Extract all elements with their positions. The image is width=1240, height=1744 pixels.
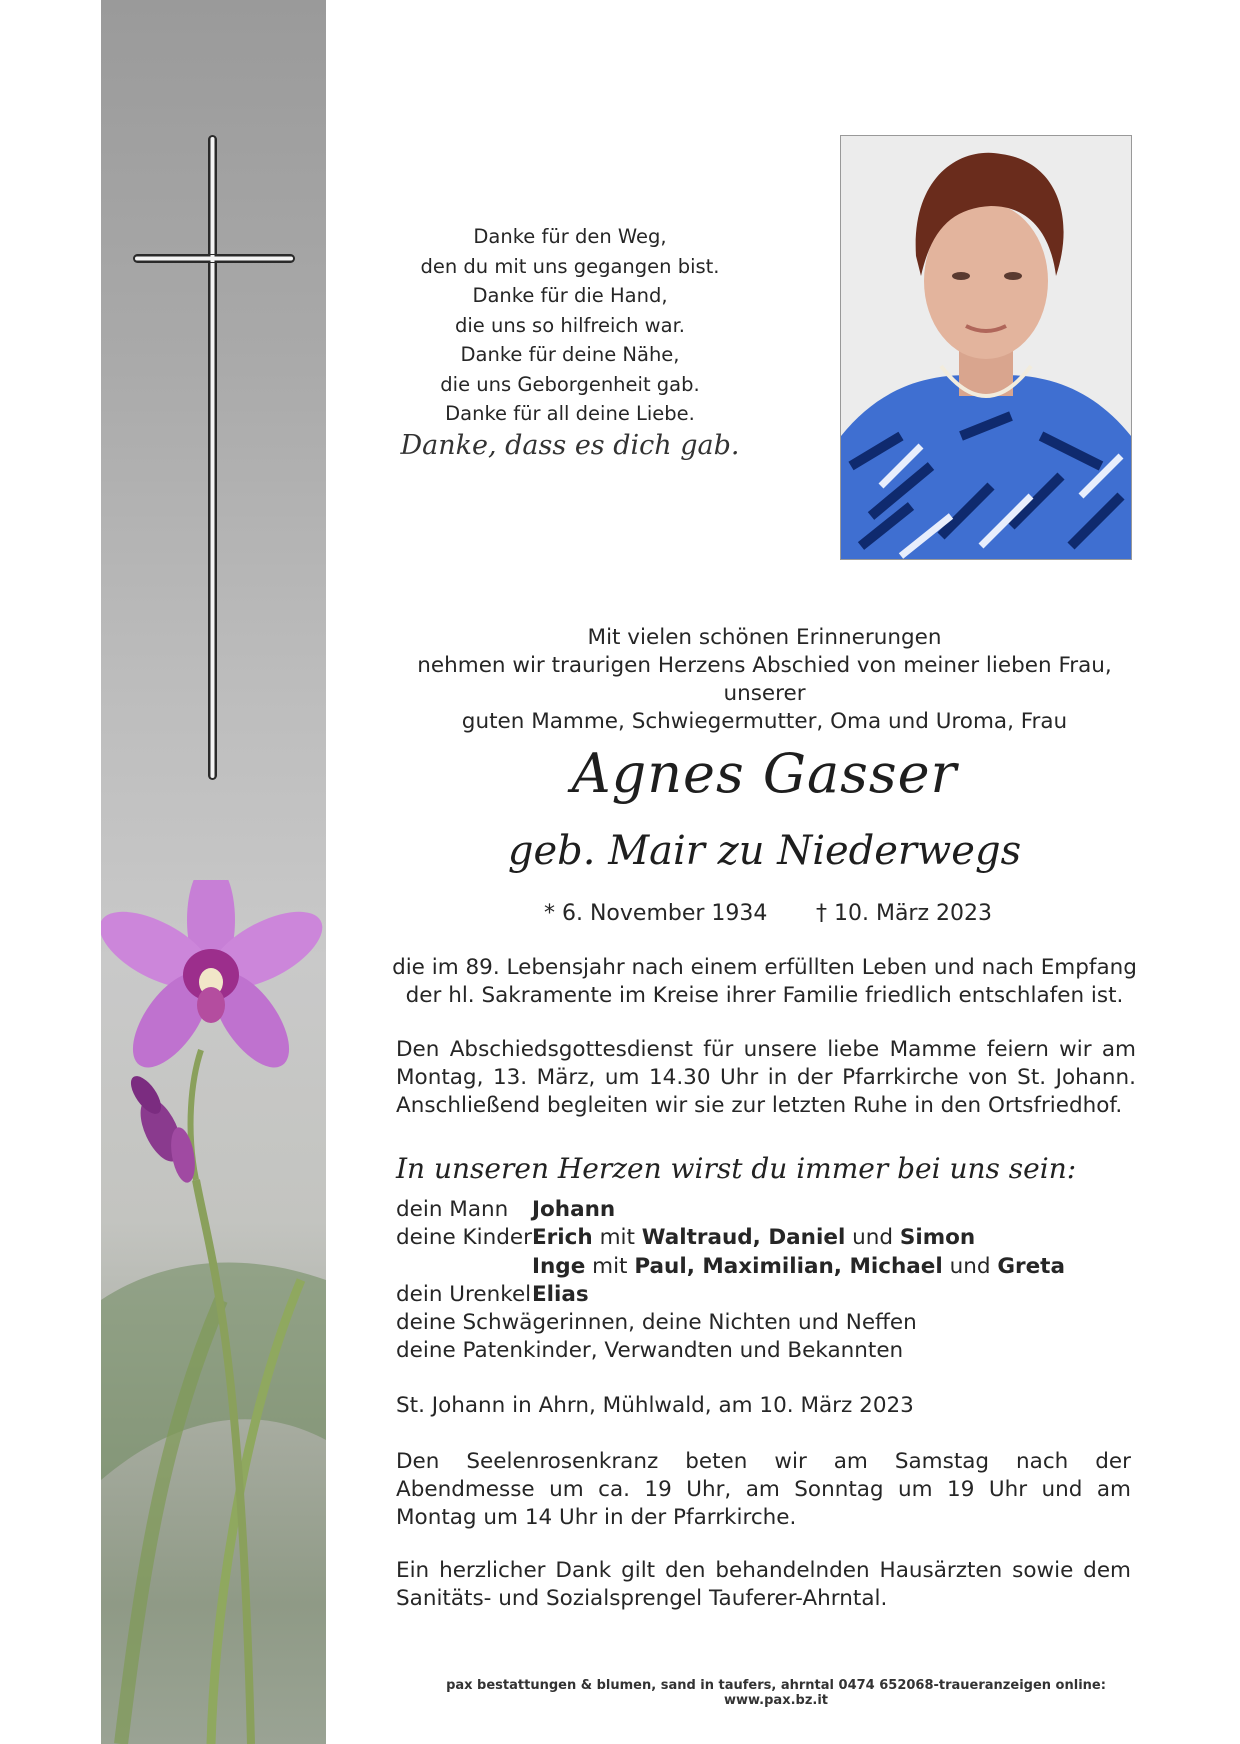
intro-line: Mit vielen schönen Erinnerungen [587, 625, 942, 650]
passing-text [392, 954, 1137, 1010]
orchid-image [101, 880, 326, 1744]
mourner-name: Greta [997, 1253, 1065, 1279]
intro-line: guten Mamme, Schwiegermutter, Oma und Uroma, Frau [461, 709, 1068, 734]
maiden-name: geb. Mair zu Niederwegs [507, 828, 1022, 874]
poem-line: die uns Geborgenheit gab. [440, 372, 700, 396]
place-and-date: St. Johann in Ahrn, Mühlwald, am 10. März 2023 [396, 1393, 914, 1418]
mourner-row [396, 1281, 1156, 1309]
mourner-label: deine Kinder [396, 1225, 532, 1251]
connector-text: und [852, 1225, 894, 1251]
intro-text [392, 624, 1137, 736]
mourner-row [396, 1196, 1156, 1224]
rosary-text: Den Seelenrosenkranz beten wir am Samstag nach der Abendmesse um ca. 19 Uhr, am Sonntag um 19 Uhr und am Montag um 14 Uhr in der Pfarrkirche. [396, 1449, 1131, 1530]
poem-line: Danke für all deine Liebe. [445, 402, 695, 425]
mourner-row [396, 1309, 1156, 1337]
poem-line: den du mit uns gegangen bist. [420, 254, 720, 278]
poem-line: die uns so hilfreich war. [454, 313, 686, 337]
thanks-text: Ein herzlicher Dank gilt den behandelnden Hausärzten sowie dem Sanitäts- und Sozialsprengel Tauferer-Ahrntal. [396, 1558, 1131, 1611]
poem [370, 222, 770, 429]
decorative-strip [101, 0, 326, 1744]
funeral-service-text: Den Abschiedsgottesdienst für unsere liebe Mamme feiern wir am Montag, 13. März, um 14.30 Uhr in der Pfarrkirche von St. Johann. Anschließend begleiten wir sie zur letzten Ruhe in den Ortsfriedhof. [396, 1037, 1136, 1118]
connector-text: und [949, 1253, 991, 1279]
mourner-label: dein Mann [396, 1197, 509, 1222]
deceased-name: Agnes Gasser [571, 742, 958, 805]
mourner-label: dein Urenkel [396, 1281, 532, 1307]
mourner-name: Elias [532, 1281, 589, 1307]
mourner-line: deine Schwägerinnen, deine Nichten und Neffen [396, 1310, 917, 1336]
mourner-name: Simon [899, 1225, 976, 1251]
intro-line: nehmen wir traurigen Herzens Abschied von meiner lieben Frau, unserer [417, 653, 1112, 706]
cross-icon [101, 0, 326, 800]
connector-text: mit [599, 1225, 635, 1251]
passing-line: die im 89. Lebensjahr nach einem erfüllten Leben und nach Empfang [392, 955, 1137, 980]
mourners-list [396, 1196, 1156, 1366]
hearts-heading: In unseren Herzen wirst du immer bei uns sein: [396, 1152, 1077, 1185]
mourner-line: deine Patenkinder, Verwandten und Bekannten [396, 1338, 904, 1364]
poem-line: Danke für deine Nähe, [460, 343, 680, 366]
mourner-name: Inge [532, 1253, 586, 1279]
poem-closing: Danke, dass es dich gab. [400, 430, 740, 461]
connector-text: mit [592, 1253, 628, 1279]
birth-date: * 6. November 1934 [544, 901, 768, 926]
mourner-name: Erich [532, 1225, 593, 1251]
mourner-row [396, 1224, 1156, 1252]
life-dates [544, 901, 1004, 926]
mourner-name: Johann [532, 1197, 616, 1222]
death-date: † 10. März 2023 [816, 901, 993, 926]
mourner-row [396, 1253, 1156, 1281]
mourner-name: Paul, Maximilian, Michael [634, 1253, 943, 1279]
passing-line: der hl. Sakramente im Kreise ihrer Familie friedlich entschlafen ist. [405, 983, 1124, 1008]
footer-imprint: pax bestattungen & blumen, sand in taufers, ahrntal 0474 652068-traueranzeigen online: www.pax.bz.it [446, 1678, 1106, 1708]
poem-line: Danke für den Weg, [473, 225, 667, 248]
portrait-photo [840, 135, 1132, 560]
poem-line: Danke für die Hand, [472, 284, 668, 307]
mourner-name: Waltraud, Daniel [641, 1225, 846, 1251]
mourner-row [396, 1337, 1156, 1365]
